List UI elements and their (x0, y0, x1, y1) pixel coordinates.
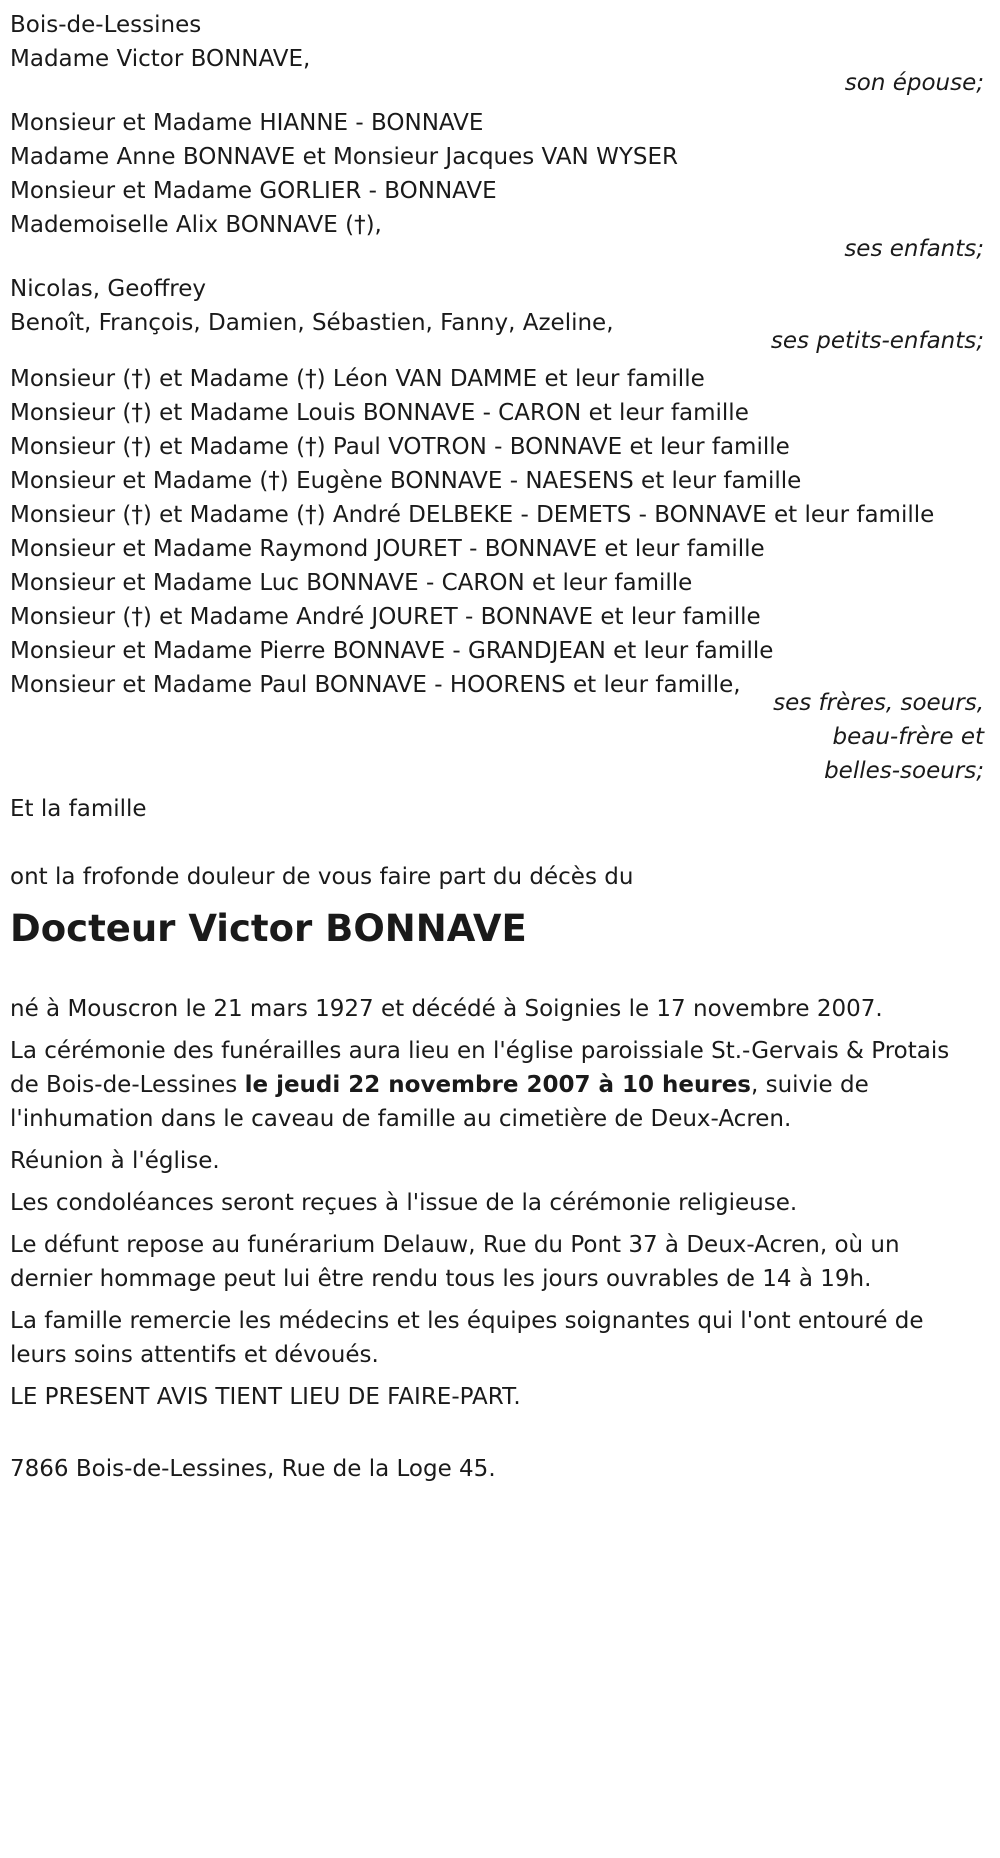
sibling-name: Monsieur (†) et Madame André JOURET - BONNAVE et leur famille (10, 604, 761, 630)
siblings-role-line: beau-frère et (832, 724, 984, 750)
condolences-paragraph: Les condoléances seront reçues à l'issue de la cérémonie religieuse. (10, 1190, 798, 1216)
deceased-name: Docteur Victor BONNAVE (10, 907, 527, 950)
sibling-name: Monsieur et Madame Pierre BONNAVE - GRANDJEAN et leur famille (10, 638, 774, 664)
children-role: ses enfants; (844, 236, 984, 262)
notice-paragraph: LE PRESENT AVIS TIENT LIEU DE FAIRE-PART. (10, 1384, 521, 1410)
sibling-name: Monsieur et Madame Paul BONNAVE - HOORENS et leur famille, (10, 672, 741, 698)
sibling-name: Monsieur et Madame (†) Eugène BONNAVE - NAESENS et leur famille (10, 468, 802, 494)
sibling-name: Monsieur (†) et Madame (†) Léon VAN DAMME et leur famille (10, 366, 705, 392)
meeting-paragraph: Réunion à l'église. (10, 1148, 220, 1174)
ceremony-text-end: , suivie de l'inhumation dans le caveau de famille au cimetière de Deux-Acren. (10, 1072, 869, 1132)
sibling-name: Monsieur (†) et Madame Louis BONNAVE - CARON et leur famille (10, 400, 749, 426)
birth-death-dates: né à Mouscron le 21 mars 1927 et décédé à Soignies le 17 novembre 2007. (10, 996, 883, 1022)
sibling-name: Monsieur et Madame Luc BONNAVE - CARON et leur famille (10, 570, 693, 596)
child-name: Mademoiselle Alix BONNAVE (†), (10, 212, 382, 238)
family-line: Et la famille (10, 796, 147, 822)
sibling-name: Monsieur (†) et Madame (†) Paul VOTRON - BONNAVE et leur famille (10, 434, 790, 460)
ceremony-date: le jeudi 22 novembre 2007 à 10 heures (244, 1072, 751, 1098)
child-name: Monsieur et Madame GORLIER - BONNAVE (10, 178, 497, 204)
address: 7866 Bois-de-Lessines, Rue de la Loge 45. (10, 1456, 496, 1482)
announcement: ont la frofonde douleur de vous faire part du décès du (10, 864, 634, 890)
spouse-role: son épouse; (844, 70, 984, 96)
grandchild-name: Benoît, François, Damien, Sébastien, Fanny, Azeline, (10, 310, 614, 336)
spouse-name: Madame Victor BONNAVE, (10, 46, 311, 72)
sibling-name: Monsieur (†) et Madame (†) André DELBEKE - DEMETS - BONNAVE et leur famille (10, 502, 935, 528)
obituary (10, 0, 990, 1486)
grandchild-name: Nicolas, Geoffrey (10, 276, 207, 302)
ceremony-text: La cérémonie des funérailles aura lieu en l'église paroissiale St.-Gervais & Protais de Bois-de-Lessines (10, 1038, 950, 1098)
siblings-role-line: belles-soeurs; (824, 758, 984, 784)
ceremony-paragraph (10, 1034, 970, 1136)
thanks-paragraph: La famille remercie les médecins et les équipes soignantes qui l'ont entouré de leurs soins attentifs et dévoués. (10, 1308, 924, 1368)
funeral-home-paragraph: Le défunt repose au funérarium Delauw, Rue du Pont 37 à Deux-Acren, où un dernier hommage peut lui être rendu tous les jours ouvrables de 14 à 19h. (10, 1232, 900, 1292)
child-name: Monsieur et Madame HIANNE - BONNAVE (10, 110, 484, 136)
siblings-role-line: ses frères, soeurs, (773, 690, 984, 716)
place: Bois-de-Lessines (10, 12, 202, 38)
sibling-name: Monsieur et Madame Raymond JOURET - BONNAVE et leur famille (10, 536, 765, 562)
child-name: Madame Anne BONNAVE et Monsieur Jacques VAN WYSER (10, 144, 678, 170)
grandchildren-role: ses petits-enfants; (770, 328, 984, 354)
